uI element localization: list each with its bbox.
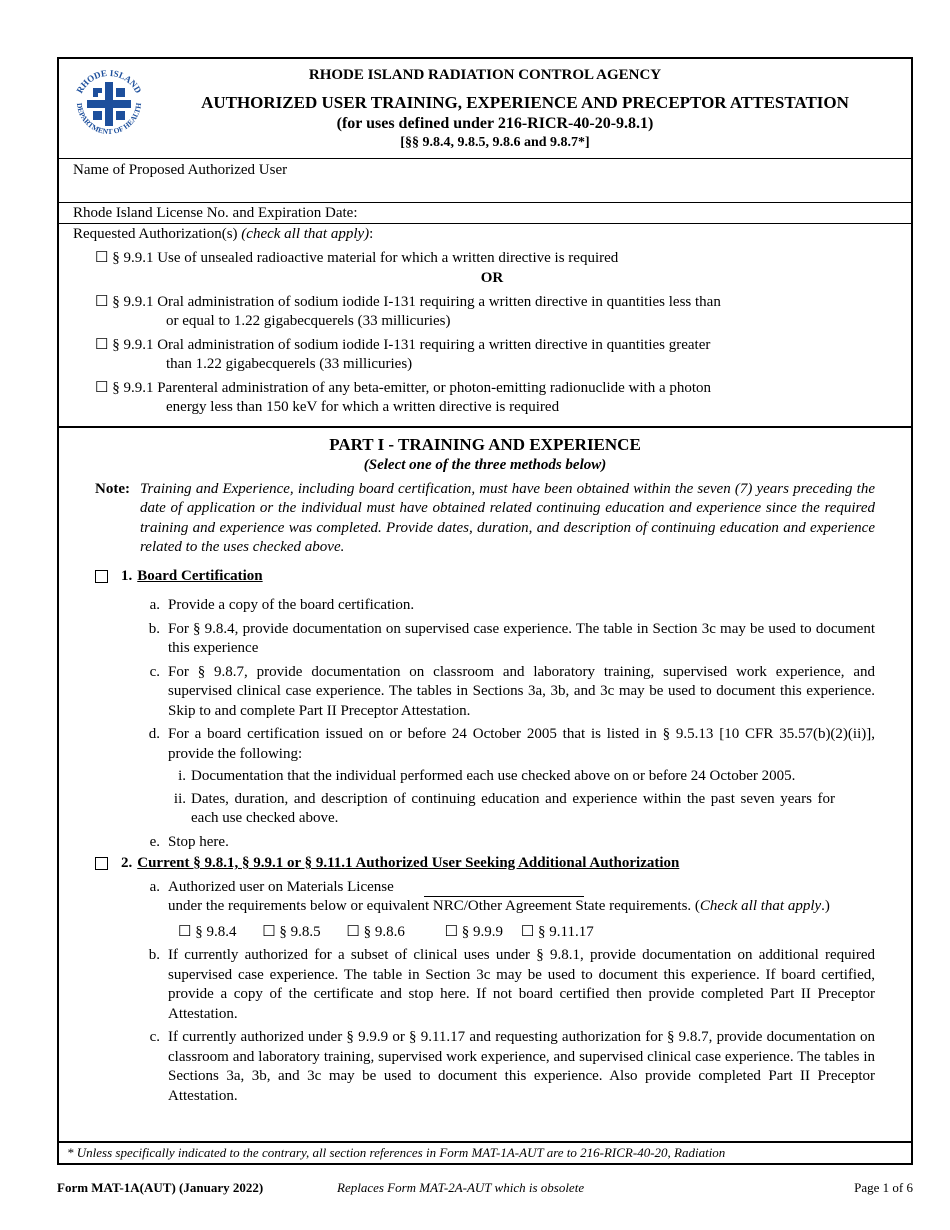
checkbox-icon[interactable] bbox=[95, 857, 108, 870]
authorization-text: § 9.9.1 Use of unsealed radioactive material for which a written directive is required bbox=[112, 249, 619, 266]
form-title: AUTHORIZED USER TRAINING, EXPERIENCE AND PRECEPTOR ATTESTATION bbox=[201, 92, 849, 112]
authorization-option-3[interactable] bbox=[73, 336, 911, 375]
form-subtitle: (for uses defined under 216-RICR-40-20-9.8.1) bbox=[336, 114, 654, 132]
form-header bbox=[59, 59, 911, 159]
page-footer bbox=[57, 1180, 913, 1197]
list-item: a. Authorized user on Materials License under the requirements below or equivalent NRC/Other Agreement State requirements. (Check all that apply.) ☐ § 9.8.4 ☐ § 9.8.5 ☐ § 9.8.6 ☐ § 9.9.9 ☐ § 9.11.17 bbox=[145, 878, 875, 943]
part-1-subtitle: (Select one of the three methods below) bbox=[363, 457, 607, 474]
note-label: Note: bbox=[95, 480, 130, 497]
authorization-option-1[interactable] bbox=[73, 249, 911, 269]
authorization-option-2[interactable] bbox=[73, 293, 911, 332]
checkbox-icon[interactable]: ☐ bbox=[95, 379, 109, 396]
list-item: d. For a board certification issued on or before 24 October 2005 that is listed in § 9.5.13 [10 CFR 35.57(b)(2)(ii)], provide the following: i. Documentation that the individual performed each use checked above on or before 24 October 2005. ii. Dates, duration, and description of continuing education and experience within the past seven years for each use checked above. bbox=[145, 725, 875, 829]
checkbox-icon[interactable]: ☐ bbox=[95, 293, 109, 310]
name-field[interactable] bbox=[59, 159, 911, 203]
authorization-text: § 9.9.1 Oral administration of sodium iodide I-131 requiring a written directive in quantities less than bbox=[112, 293, 721, 310]
method-1-items bbox=[95, 596, 875, 852]
replaces-note: Replaces Form MAT-2A-AUT which is obsolete bbox=[337, 1180, 585, 1195]
authorization-text-cont: than 1.22 gigabecquerels (33 millicuries) bbox=[166, 356, 413, 372]
requested-label: Requested Authorization(s) bbox=[73, 226, 238, 242]
method-2-current-authorized-user[interactable] bbox=[95, 854, 875, 874]
authorization-text-cont: or equal to 1.22 gigabecquerels (33 millicuries) bbox=[166, 313, 451, 329]
list-item: b. If currently authorized for a subset of clinical uses under § 9.8.1, provide documentation on additional required supervised case experience. The table in Section 3c may be used to document this experience. If board certified, provide a copy of the certificate and stop here. If not board certified then provide completed Part II Preceptor Attestation. bbox=[148, 947, 875, 1022]
ri-department-of-health-seal bbox=[67, 62, 151, 146]
method-number: 1. bbox=[121, 567, 133, 584]
authorization-option-4[interactable] bbox=[73, 379, 911, 418]
checkbox-icon[interactable]: ☐ bbox=[95, 249, 109, 266]
sub-item: i. Documentation that the individual performed each use checked above on or before 24 October 2005. bbox=[178, 768, 796, 785]
checkbox-9-9-9[interactable]: ☐ § 9.9.9 bbox=[444, 923, 504, 940]
or-separator: OR bbox=[480, 270, 504, 286]
checkbox-9-11-17[interactable]: ☐ § 9.11.17 bbox=[520, 923, 594, 940]
authorization-text-cont: energy less than 150 keV for which a written directive is required bbox=[166, 399, 560, 415]
license-label: Rhode Island License No. and Expiration Date: bbox=[73, 205, 358, 221]
checkbox-9-8-4[interactable]: ☐ § 9.8.4 bbox=[178, 923, 237, 940]
method-title: Board Certification bbox=[137, 567, 263, 584]
part-1-note bbox=[95, 480, 875, 558]
form-sections: [§§ 9.8.4, 9.8.5, 9.8.6 and 9.8.7*] bbox=[400, 135, 590, 151]
list-item: e. Stop here. bbox=[149, 833, 229, 850]
authorization-text: § 9.9.1 Oral administration of sodium iodide I-131 requiring a written directive in quantities greater bbox=[112, 336, 711, 353]
license-field[interactable] bbox=[59, 203, 911, 224]
part-1-title: PART I - TRAINING AND EXPERIENCE bbox=[329, 435, 641, 454]
requested-authorizations bbox=[59, 224, 911, 428]
checkbox-9-8-6[interactable]: ☐ § 9.8.6 bbox=[346, 923, 405, 940]
agency-name: RHODE ISLAND RADIATION CONTROL AGENCY bbox=[308, 67, 662, 83]
form-frame bbox=[57, 57, 913, 1165]
list-item: b. For § 9.8.4, provide documentation on supervised case experience. The table in Section 3c may be used to document this experience bbox=[148, 620, 875, 657]
method-2-checkboxes bbox=[168, 923, 875, 943]
authorization-text: § 9.9.1 Parenteral administration of any beta-emitter, or photon-emitting radionuclide with a photon bbox=[112, 379, 712, 396]
method-number: 2. bbox=[121, 855, 133, 872]
method-title: Current § 9.8.1, § 9.9.1 or § 9.11.1 Authorized User Seeking Additional Authorization bbox=[137, 855, 680, 872]
checkbox-icon[interactable]: ☐ bbox=[95, 336, 109, 353]
name-label: Name of Proposed Authorized User bbox=[73, 162, 288, 178]
svg-text:DEPARTMENT OF HEALTH: DEPARTMENT OF HEALTH bbox=[74, 102, 144, 137]
materials-license-input[interactable] bbox=[424, 883, 584, 897]
method-1-board-certification[interactable] bbox=[95, 567, 875, 587]
list-item: c. If currently authorized under § 9.9.9 or § 9.11.17 and requesting authorization for § 9.8.7, provide documentation on classroom and laboratory training, supervised work experience, and supervised clinical case experience. The tables in Sections 3a, 3b, and 3c may be used to document this experience. Also provide completed Part II Preceptor Attestation. bbox=[149, 1029, 875, 1104]
form-id: Form MAT-1A(AUT) (January 2022) bbox=[57, 1180, 264, 1195]
checkbox-icon[interactable] bbox=[95, 570, 108, 583]
svg-text:RHODE ISLAND: RHODE ISLAND bbox=[74, 67, 144, 95]
checkbox-9-8-5[interactable]: ☐ § 9.8.5 bbox=[262, 923, 321, 940]
sub-item: ii. Dates, duration, and description of continuing education and experience within the past seven years for each use checked above. bbox=[173, 790, 835, 827]
method-2-items bbox=[95, 878, 875, 1107]
page-number: Page 1 of 6 bbox=[854, 1180, 913, 1195]
part-1-section bbox=[59, 428, 911, 1106]
note-text: Training and Experience, including board certification, must have been obtained within the seven (7) years preceding the date of application or the individual must have obtained related continuing education and experience since the required training and experience was completed. Provide dates, duration, and description of continuing education and experience related to the uses checked above. bbox=[140, 480, 875, 556]
list-item: c. For § 9.8.7, provide documentation on classroom and laboratory training, supervised work experience, and supervised clinical case experience. The tables in Sections 3a, 3b, and 3c may be used to document this experience. Skip to and complete Part II Preceptor Attestation. bbox=[149, 663, 875, 719]
requested-colon: : bbox=[369, 226, 374, 242]
footnote: * Unless specifically indicated to the contrary, all section references in Form MAT-1A-AUT are to 216-RICR-40-20, Radiation bbox=[59, 1141, 911, 1163]
list-item: a. Provide a copy of the board certification. bbox=[149, 597, 415, 614]
requested-hint: (check all that apply) bbox=[241, 226, 370, 242]
